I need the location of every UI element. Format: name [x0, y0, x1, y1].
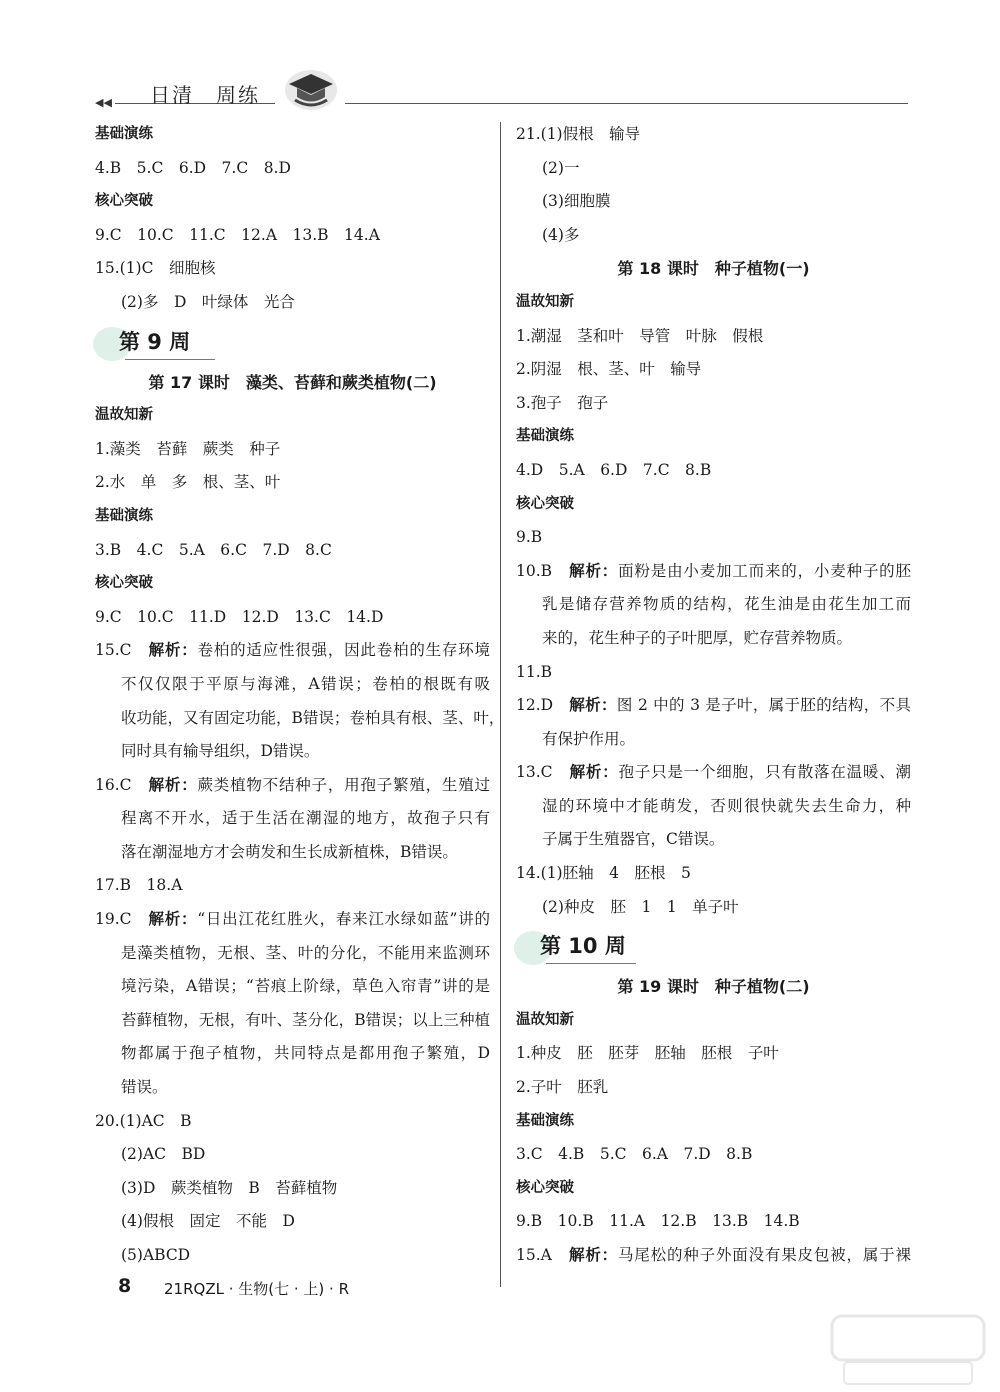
explanation-line: 境污染，A错误；“苔痕上阶绿，草色入帘青”讲的是	[121, 977, 490, 996]
header-title: 日清 周练	[150, 83, 260, 107]
explanation-line: 乳是储存营养物质的结构，花生油是由花生加工而	[542, 595, 911, 614]
section-heading: 基础演练	[516, 428, 574, 445]
answer-line: 1.种皮 胚 胚芽 胚轴 胚根 子叶	[516, 1044, 779, 1063]
analysis-text: 马尾松的种子外面没有果皮包被，属于裸	[617, 1246, 911, 1264]
explanation-line: 收功能，又有固定功能，B错误；卷柏具有根、茎、叶，	[121, 708, 505, 727]
answer-line: 3.C 4.B 5.C 6.A 7.D 8.B	[516, 1145, 753, 1164]
section-heading: 基础演练	[95, 507, 153, 524]
explanation-line: 苔藓植物，无根，有叶、茎分化，B错误；以上三种植	[121, 1010, 490, 1029]
week-heading	[516, 924, 911, 970]
header-rule-right	[345, 103, 908, 104]
answer-line: (5)ABCD	[121, 1246, 191, 1264]
analysis-label: 解析：	[569, 763, 619, 782]
answer-line: 9.B 10.B 11.A 12.B 13.B 14.B	[516, 1212, 800, 1231]
lesson-title: 第 17 课时 藻类、苔藓和蕨类植物(二)	[148, 372, 437, 392]
answer-line: 15.(1)C 细胞核	[95, 259, 216, 278]
question-answer: 15.C	[95, 641, 149, 660]
answer-line: 1.潮湿 茎和叶 导管 叶脉 假根	[516, 326, 764, 345]
question-answer: 13.C	[516, 763, 570, 782]
answer-line: 2.子叶 胚乳	[516, 1078, 609, 1097]
answer-line: 14.(1)胚轴 4 胚根 5	[516, 864, 691, 883]
section-heading: 核心突破	[516, 1179, 574, 1196]
answer-line: 子属于生殖器官，C错误。	[542, 830, 725, 849]
explanation-line: 程离不开水，适于生活在潮湿的地方，故孢子只有	[121, 809, 490, 828]
answer-line: (2)种皮 胚 1 1 单子叶	[542, 897, 739, 916]
analysis-label: 解析：	[569, 696, 617, 715]
answer-line: 3.B 4.C 5.A 6.C 7.D 8.C	[95, 540, 332, 559]
answer-line: 4.B 5.C 6.D 7.C 8.D	[95, 158, 291, 177]
analysis-label: 解析：	[148, 910, 198, 929]
answer-line: (2)AC BD	[121, 1145, 206, 1164]
right-column	[516, 118, 911, 1273]
answer-line: (4)假根 固定 不能 D	[121, 1212, 295, 1231]
explanation-line: 不仅仅限于平原与海滩，A错误；卷柏的根既有吸	[121, 674, 490, 693]
answer-line: (2)多 D 叶绿体 光合	[121, 292, 295, 311]
explanation-line: 是藻类植物，无根、茎、叶的分化，不能用来监测环	[121, 943, 490, 962]
section-heading: 核心突破	[95, 193, 153, 210]
answer-line: (4)多	[542, 225, 580, 244]
page-footer	[118, 1275, 718, 1305]
week-title: 第 10 周	[540, 934, 626, 959]
answer-line: (3)D 蕨类植物 B 苔藓植物	[121, 1178, 338, 1197]
analysis-text: 孢子只是一个细胞，只有散落在温暖、潮	[618, 763, 911, 782]
explanation-line	[516, 1239, 911, 1273]
watermark-logo	[828, 1312, 988, 1388]
section-heading: 基础演练	[95, 126, 153, 142]
section-heading: 温故知新	[516, 1011, 574, 1028]
question-answer: 16.C	[95, 775, 149, 794]
page-header	[95, 62, 910, 112]
answer-line: 9.B	[516, 528, 543, 547]
explanation-line	[95, 634, 490, 668]
analysis-text: 卷柏的适应性很强，因此卷柏的生存环境	[197, 641, 490, 660]
explanation-line	[516, 689, 911, 723]
answer-line: 4.D 5.A 6.D 7.C 8.B	[516, 460, 712, 479]
answer-line: (2)一	[542, 158, 580, 177]
question-answer: 15.A	[516, 1246, 569, 1264]
section-heading: 核心突破	[95, 575, 153, 592]
answer-line: 2.水 单 多 根、茎、叶	[95, 473, 281, 492]
question-answer: 10.B	[516, 561, 570, 580]
left-column	[95, 118, 505, 1273]
lesson-title: 第 19 课时 种子植物(二)	[617, 977, 810, 997]
answer-line: 9.C 10.C 11.D 12.D 13.C 14.D	[95, 607, 384, 626]
section-heading: 核心突破	[516, 495, 574, 512]
analysis-label: 解析：	[569, 1246, 618, 1264]
answer-line: 3.孢子 孢子	[516, 393, 609, 412]
week-title: 第 9 周	[119, 329, 191, 354]
analysis-text: 面粉是由小麦加工而来的，小麦种子的胚	[618, 561, 911, 580]
explanation-line	[516, 555, 911, 589]
analysis-label: 解析：	[569, 561, 619, 580]
analysis-text: “日出江花红胜火，春来江水绿如蓝”讲的	[197, 910, 490, 929]
analysis-text: 蕨类植物不结种子，用孢子繁殖，生殖过	[197, 775, 490, 794]
footer-text: 21RQZL · 生物(七 · 上) · R	[164, 1280, 349, 1298]
answer-line: 11.B	[516, 662, 553, 681]
answer-line: 落在潮湿地方才会萌发和生长成新植株，B错误。	[121, 842, 458, 861]
explanation-line	[516, 756, 911, 790]
explanation-line: 湿的环境中才能萌发，否则很快就失去生命力，种	[542, 796, 911, 815]
explanation-line	[95, 903, 490, 937]
section-heading: 温故知新	[95, 407, 153, 424]
week-underline	[125, 359, 215, 360]
section-heading: 温故知新	[516, 293, 574, 310]
week-heading	[95, 320, 490, 366]
double-arrow-icon: ◀◀	[95, 96, 112, 109]
answer-line: 2.阴湿 根、茎、叶 输导	[516, 360, 702, 379]
analysis-text: 图 2 中的 3 是子叶，属于胚的结构，不具	[616, 696, 911, 715]
answer-line: 错误。	[121, 1078, 168, 1097]
answer-line: 有保护作用。	[542, 729, 636, 748]
explanation-line: 物都属于孢子植物，共同特点是都用孢子繁殖，D	[121, 1044, 490, 1063]
answer-line: 17.B 18.A	[95, 876, 183, 895]
explanation-line	[95, 769, 490, 803]
answer-line: 21.(1)假根 输导	[516, 125, 641, 143]
section-heading: 基础演练	[516, 1112, 574, 1129]
answer-line: 同时具有输导组织，D错误。	[121, 742, 320, 761]
answer-line: 来的，花生种子的子叶肥厚，贮存营养物质。	[542, 628, 853, 647]
answer-line: 1.藻类 苔藓 蕨类 种子	[95, 439, 281, 458]
page-number: 8	[118, 1275, 132, 1297]
question-answer: 12.D	[516, 696, 570, 715]
lesson-title: 第 18 课时 种子植物(一)	[617, 259, 810, 279]
answer-line: 20.(1)AC B	[95, 1111, 192, 1130]
graduation-cap-icon	[283, 64, 339, 112]
question-answer: 19.C	[95, 910, 149, 929]
answer-line: (3)细胞膜	[542, 192, 611, 211]
analysis-label: 解析：	[148, 641, 198, 660]
answer-line: 9.C 10.C 11.C 12.A 13.B 14.A	[95, 225, 380, 244]
week-underline	[546, 963, 636, 964]
analysis-label: 解析：	[148, 775, 198, 794]
